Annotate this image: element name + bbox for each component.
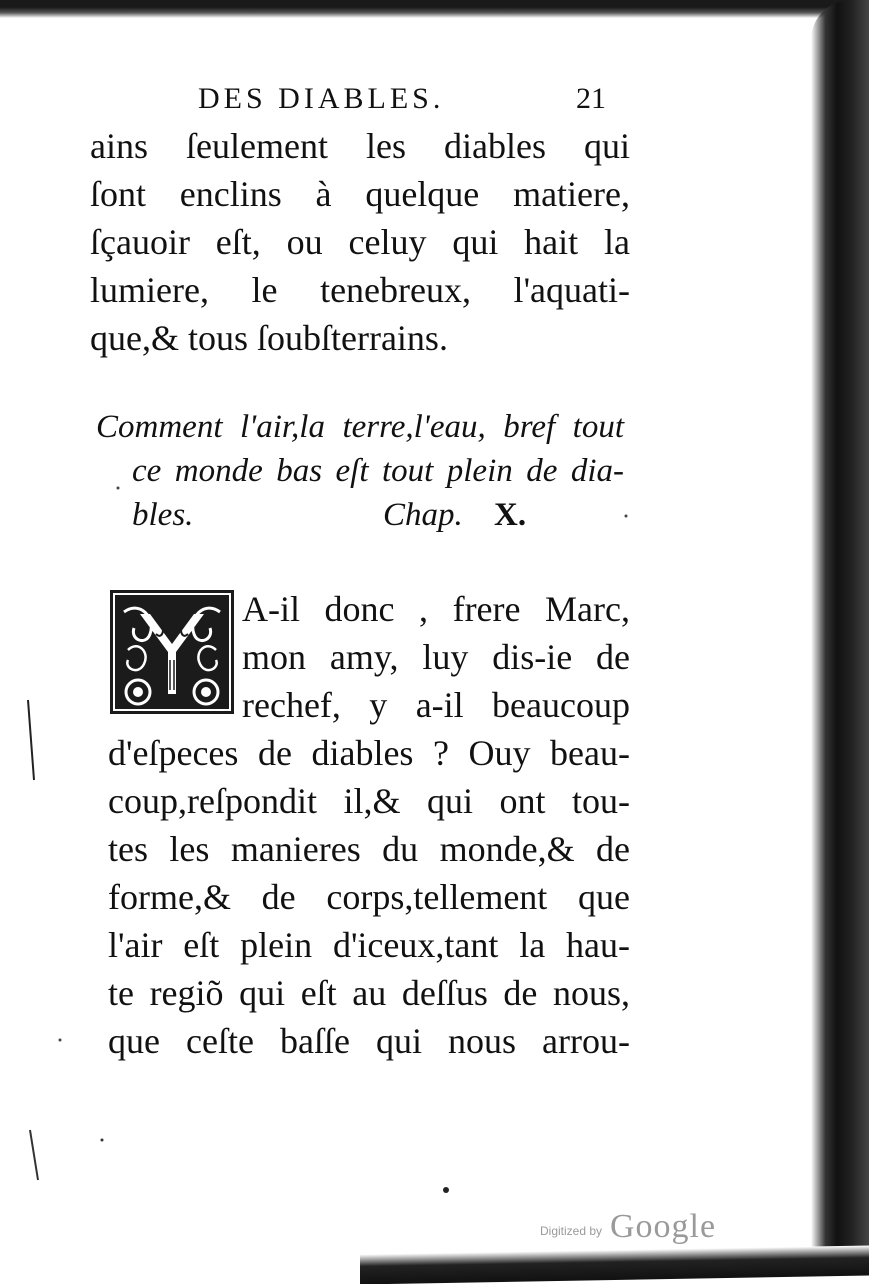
chapter-heading-last-line xyxy=(96,493,624,537)
digitized-watermark xyxy=(540,1208,740,1248)
running-title: DES DIABLES. xyxy=(198,82,445,115)
text-line: que,& tous ſoubſterrains. xyxy=(90,318,448,358)
text-line: d'eſpeces de diables ? Ouy beau- xyxy=(108,733,630,773)
chapter-heading-line: bles. xyxy=(132,497,194,533)
text-line: lumiere, le tenebreux, l'aquati- xyxy=(90,270,630,310)
text-line: te regiõ qui eſt au deſſus de nous, xyxy=(108,973,630,1013)
text-line: coup,reſpondit il,& qui ont tou- xyxy=(108,781,630,821)
text-line: ſçauoir eſt, ou celuy qui hait la xyxy=(90,222,630,262)
text-line: ſont enclins à quelque matiere, xyxy=(90,174,630,214)
chapter-number: X. xyxy=(494,497,527,533)
text-line: l'air eſt plein d'iceux,tant la hau- xyxy=(108,925,630,965)
chapter-heading-line: ce monde bas eſt tout plein de dia- xyxy=(132,453,624,489)
chapter-heading-line: Comment l'air,la terre,l'eau, bref tout xyxy=(96,409,624,445)
watermark-logo: Google xyxy=(610,1208,717,1245)
text-line: mon amy, luy dis-ie de xyxy=(242,637,630,677)
watermark-caption: Digitized by xyxy=(540,1224,603,1238)
page-number: 21 xyxy=(576,82,606,115)
text-line: rechef, y a-il beaucoup xyxy=(242,685,630,725)
text-line: A-il donc , frere Marc, xyxy=(242,589,630,629)
text-line: ains ſeulement les diables qui xyxy=(90,126,630,166)
running-head xyxy=(198,82,618,122)
scan-edge-right xyxy=(811,0,869,1260)
paragraph-continuation xyxy=(90,122,630,362)
chapter-label: Chap. xyxy=(383,497,463,533)
text-line: tes les manieres du monde,& de xyxy=(108,829,630,869)
paragraph-dialogue xyxy=(108,585,630,1065)
chapter-heading xyxy=(96,405,624,537)
text-line: que ceſte baſſe qui nous arrou- xyxy=(108,1021,630,1061)
text-line: forme,& de corps,tellement que xyxy=(108,877,630,917)
